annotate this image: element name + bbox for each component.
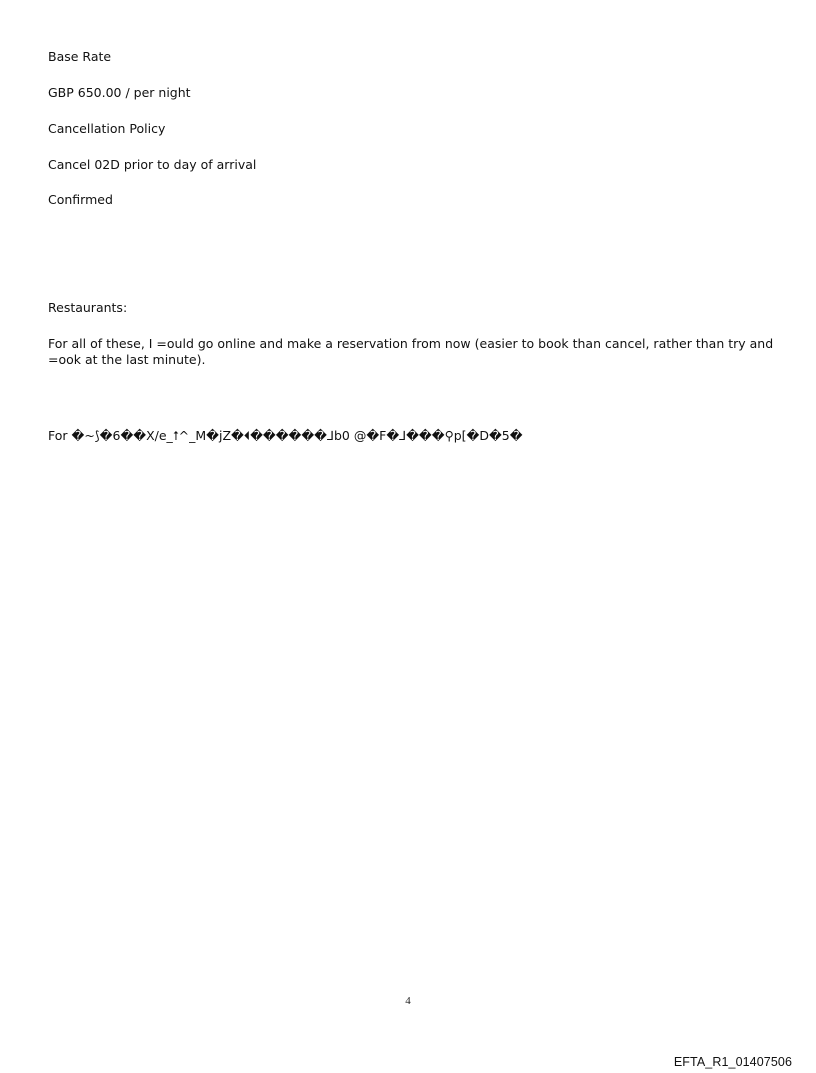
cancellation-policy-value: Cancel 02D prior to day of arrival — [48, 157, 257, 172]
bates-number: EFTA_R1_01407506 — [673, 1055, 792, 1069]
base-rate-value: GBP 650.00 / per night — [48, 85, 191, 100]
page-number: 4 — [405, 995, 411, 1007]
garbled-text-line: For �~⟆�6��X/e_⭡^_M�jZ�⏴������⅃b0 @�F�⅃���⚲p[�D�5� — [48, 428, 523, 443]
reservation-status: Confirmed — [48, 192, 113, 207]
base-rate-label: Base Rate — [48, 49, 112, 64]
restaurants-heading: Restaurants: — [48, 300, 128, 315]
restaurants-note: For all of these, I =ould go online and make a reservation from now (easier to book than cancel, rather than try and =ook at the last minute). — [48, 336, 774, 367]
cancellation-policy-label: Cancellation Policy — [48, 121, 166, 136]
